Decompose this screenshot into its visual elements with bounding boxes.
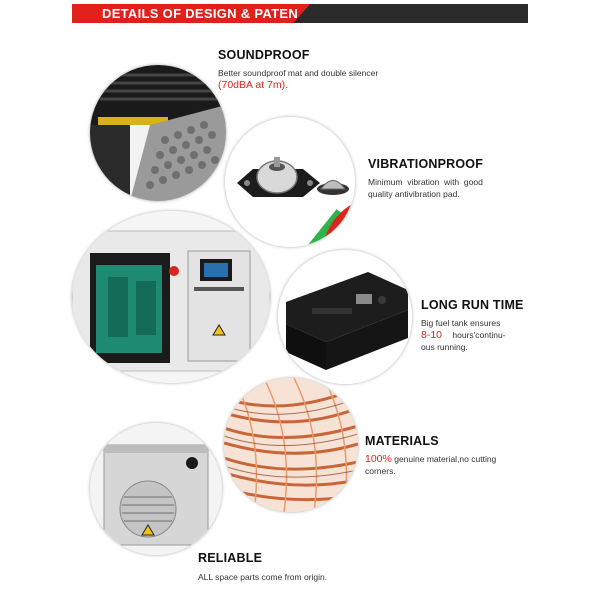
vibrationproof-line2: quality antivibration pad. xyxy=(368,189,460,199)
cross-icon xyxy=(316,190,355,247)
long-run-time-line2: hours'continu- xyxy=(452,330,506,340)
materials-line1: genuine material,no cutting xyxy=(391,454,497,464)
long-run-time-description xyxy=(421,317,531,353)
long-run-time-title: LONG RUN TIME xyxy=(421,298,524,312)
materials-title: MATERIALS xyxy=(365,434,439,448)
soundproof-highlight-close: ). xyxy=(281,79,289,91)
soundproof-highlight-open: ( xyxy=(218,79,222,91)
vibrationproof-image xyxy=(225,117,355,247)
materials-description xyxy=(365,453,525,477)
long-run-time-highlight: 8-10 xyxy=(421,329,443,341)
soundproof-title: SOUNDPROOF xyxy=(218,48,310,62)
long-run-time-line3: ous running. xyxy=(421,342,468,352)
materials-highlight: 100% xyxy=(365,453,392,465)
long-run-time-line1: Big fuel tank ensures xyxy=(421,318,501,328)
reliable-text: ALL space parts come from origin. xyxy=(198,572,328,582)
soundproof-text: Better soundproof mat and double silencer xyxy=(218,68,379,78)
soundproof-description xyxy=(218,67,448,91)
soundproof-image xyxy=(90,65,226,201)
vibrationproof-title: VIBRATIONPROOF xyxy=(368,157,484,171)
genset-image xyxy=(72,211,270,383)
reliable-image xyxy=(90,423,222,555)
copper-wire-image xyxy=(224,378,358,512)
vibrationproof-description xyxy=(368,176,508,200)
page-title: DETAILS OF DESIGN & PATEN xyxy=(102,6,299,21)
vibrationproof-line1: Minimum vibration with good xyxy=(368,177,483,187)
fuel-tank-image xyxy=(278,250,412,384)
materials-line2: corners. xyxy=(365,466,396,476)
reliable-title: RELIABLE xyxy=(198,551,263,565)
soundproof-highlight: 70dBA at 7m xyxy=(221,79,282,91)
header-banner xyxy=(72,4,528,23)
